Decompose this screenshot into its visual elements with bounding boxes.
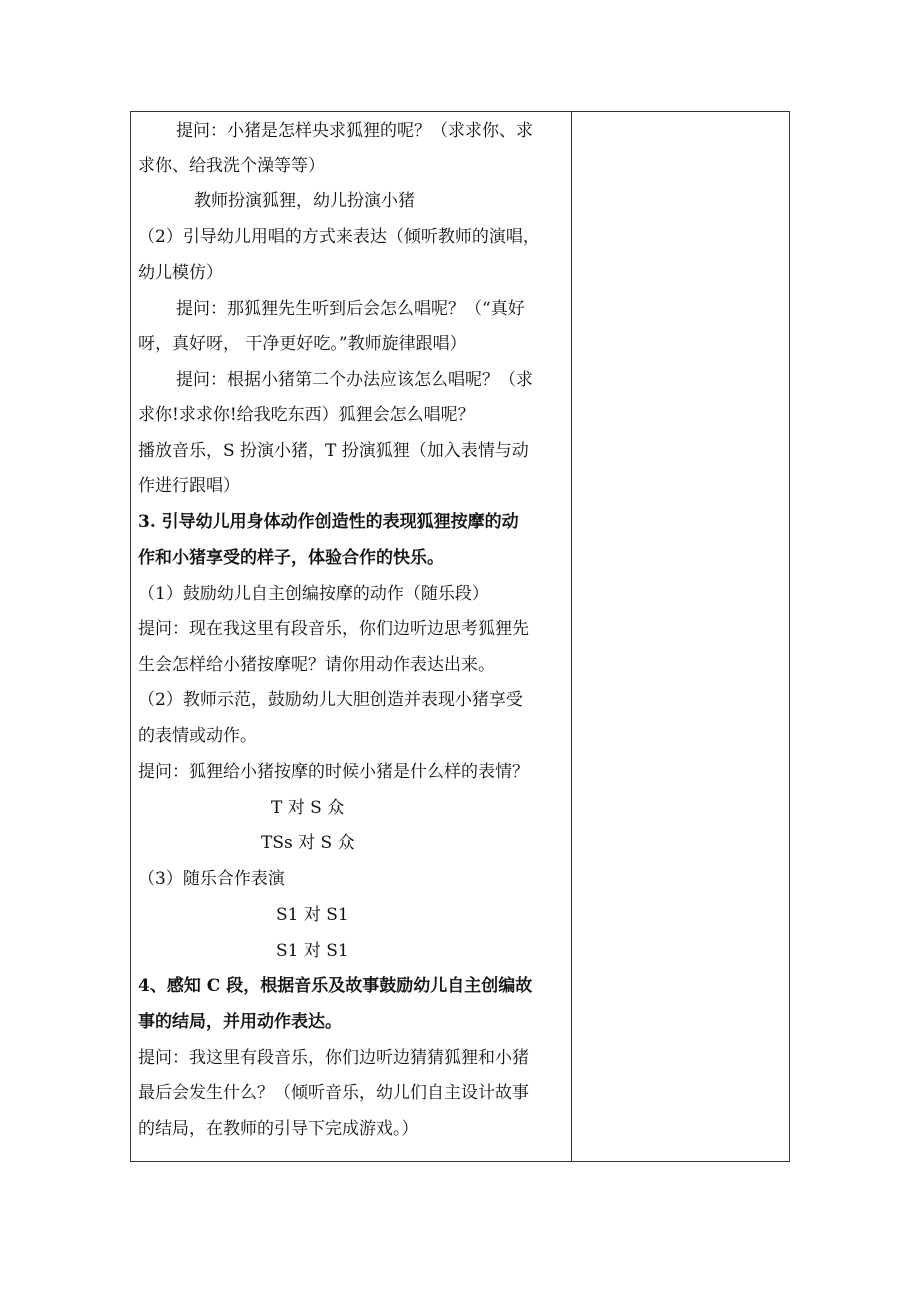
text-line: S1 对 S1	[276, 941, 349, 961]
text-line: 的表情或动作。	[138, 726, 257, 746]
text-line: 呀，真好呀， 干净更好吃。”教师旋律跟唱）	[138, 334, 467, 354]
lesson-content-cell	[138, 112, 566, 1161]
text-line: 幼儿模仿）	[138, 263, 223, 283]
text-line: 提问：那狐狸先生听到后会怎么唱呢？（“真好	[176, 299, 525, 319]
text-line: T 对 S 众	[271, 798, 345, 818]
text-line: （2）教师示范，鼓励幼儿大胆创造并表现小猪享受	[138, 690, 523, 710]
text-line: （1）鼓励幼儿自主创编按摩的动作（随乐段）	[138, 584, 489, 604]
text-line: 提问：现在我这里有段音乐，你们边听边思考狐狸先	[138, 619, 529, 639]
section-heading-line: 作和小猪享受的样子，体验合作的快乐。	[138, 548, 444, 568]
text-line: 提问：我这里有段音乐，你们边听边猜猜狐狸和小猪	[138, 1048, 529, 1068]
text-line: （2）引导幼儿用唱的方式来表达（倾听教师的演唱，	[138, 227, 540, 247]
text-line: 播放音乐，S 扮演小猪，T 扮演狐狸（加入表情与动	[138, 441, 529, 461]
text-line: TSs 对 S 众	[261, 833, 355, 853]
text-line: 最后会发生什么？（倾听音乐，幼儿们自主设计故事	[138, 1083, 529, 1103]
lesson-table	[130, 111, 790, 1162]
text-line: 提问：狐狸给小猪按摩的时候小猪是什么样的表情？	[138, 762, 529, 782]
text-line: S1 对 S1	[276, 905, 349, 925]
section-heading-line: 3. 引导幼儿用身体动作创造性的表现狐狸按摩的动	[138, 512, 519, 532]
text-line: 作进行跟唱）	[138, 476, 240, 496]
notes-cell	[572, 112, 789, 1161]
text-line: （3）随乐合作表演	[138, 869, 285, 889]
text-line: 提问：根据小猪第二个办法应该怎么唱呢？（求	[176, 370, 533, 390]
text-line: 的结局，在教师的引导下完成游戏。）	[138, 1119, 419, 1139]
text-line: 求你!求求你!给我吃东西）狐狸会怎么唱呢？	[138, 405, 475, 425]
text-line: 提问：小猪是怎样央求狐狸的呢？（求求你、求	[176, 121, 533, 141]
section-heading-line: 4、感知 C 段，根据音乐及故事鼓励幼儿自主创编故	[138, 976, 533, 996]
text-line: 生会怎样给小猪按摩呢？请你用动作表达出来。	[138, 655, 495, 675]
section-heading-line: 事的结局，并用动作表达。	[138, 1012, 342, 1032]
text-line: 教师扮演狐狸，幼儿扮演小猪	[194, 191, 415, 211]
text-line: 求你、给我洗个澡等等）	[138, 156, 325, 176]
